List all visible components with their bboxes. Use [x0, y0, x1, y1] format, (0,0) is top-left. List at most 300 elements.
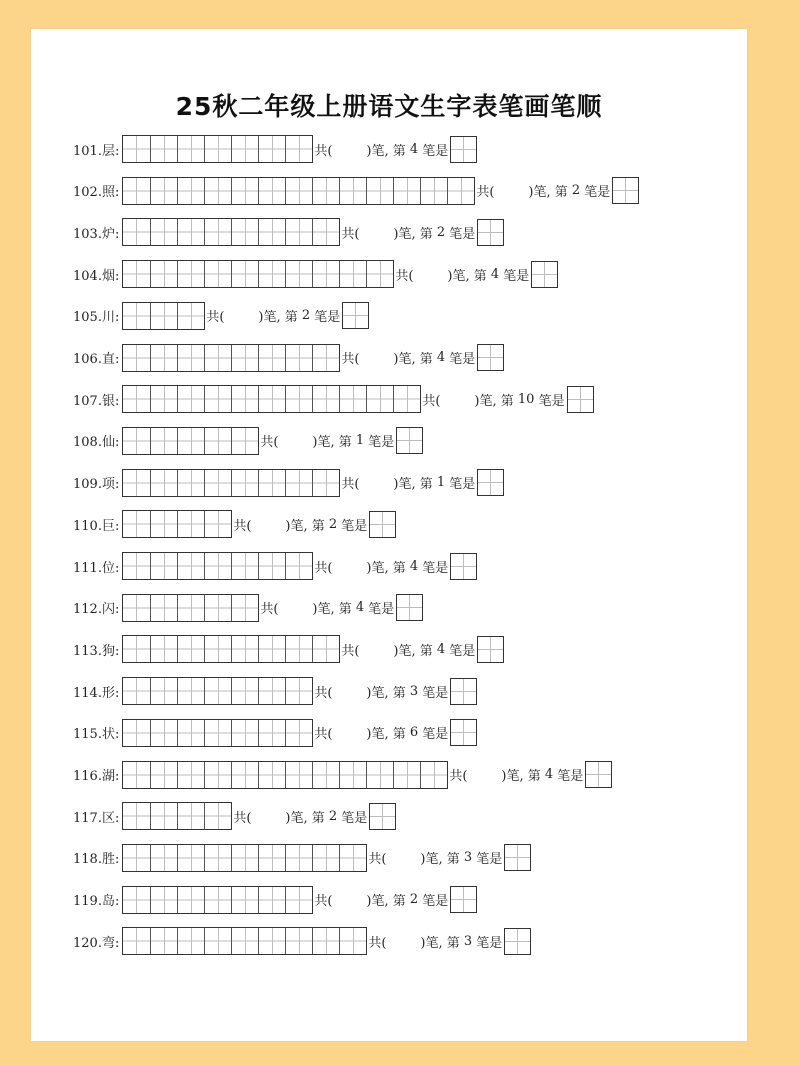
writing-cell[interactable] [285, 720, 312, 746]
nth-prefix: 第 [442, 852, 464, 868]
writing-cell[interactable] [177, 678, 204, 704]
writing-cell[interactable] [204, 803, 231, 829]
writing-cell[interactable] [177, 511, 204, 537]
total-label-open: 共( [233, 810, 252, 826]
nth-number: 3 [463, 850, 473, 866]
stroke-order-grid [122, 177, 475, 205]
writing-cell[interactable] [285, 345, 312, 371]
nth-number: 4 [490, 266, 500, 282]
stroke-order-grid [122, 635, 340, 663]
total-label-close: )笔, [312, 435, 335, 451]
stroke-order-grid [122, 719, 313, 747]
writing-cell[interactable] [150, 219, 177, 245]
writing-cell[interactable] [393, 386, 420, 412]
total-label-open: 共( [341, 477, 360, 493]
writing-cell[interactable] [177, 928, 204, 954]
writing-cell[interactable] [231, 678, 258, 704]
writing-cell[interactable] [285, 261, 312, 287]
writing-cell[interactable] [150, 386, 177, 412]
question-text [341, 219, 504, 246]
question-text [341, 636, 504, 663]
character-label: 106.直: [73, 352, 120, 367]
writing-cell[interactable] [177, 386, 204, 412]
answer-box[interactable] [585, 761, 612, 788]
total-label-open: 共( [368, 852, 387, 868]
writing-cell[interactable] [150, 845, 177, 871]
writing-cell[interactable] [123, 595, 150, 621]
writing-cell[interactable] [177, 136, 204, 162]
writing-cell[interactable] [285, 219, 312, 245]
total-label-open: 共( [314, 894, 333, 910]
writing-cell[interactable] [312, 762, 339, 788]
writing-cell[interactable] [366, 178, 393, 204]
writing-cell[interactable] [177, 178, 204, 204]
stroke-order-grid [122, 344, 340, 372]
writing-cell[interactable] [150, 136, 177, 162]
writing-cell[interactable] [150, 678, 177, 704]
question-text [314, 553, 477, 580]
writing-cell[interactable] [258, 386, 285, 412]
writing-cell[interactable] [285, 136, 312, 162]
writing-cell[interactable] [204, 636, 231, 662]
writing-cell[interactable] [339, 845, 366, 871]
nth-number: 4 [409, 558, 419, 574]
answer-box[interactable] [369, 511, 396, 538]
character-label: 101.层: [73, 143, 120, 159]
writing-cell[interactable] [204, 845, 231, 871]
writing-cell[interactable] [285, 553, 312, 579]
writing-cell[interactable] [123, 553, 150, 579]
writing-cell[interactable] [123, 720, 150, 746]
nth-prefix: 第 [523, 769, 545, 784]
writing-cell[interactable] [204, 595, 231, 621]
answer-box[interactable] [504, 844, 531, 871]
nth-prefix: 第 [388, 685, 410, 701]
question-text [260, 427, 423, 454]
stroke-order-grid [122, 510, 232, 538]
writing-cell[interactable] [285, 678, 312, 704]
total-label-open: 共( [422, 393, 441, 409]
total-label-close: )笔, [366, 727, 389, 743]
question-text [341, 344, 504, 371]
worksheet-page [31, 29, 747, 1041]
stroke-row [73, 301, 369, 331]
answer-box[interactable] [450, 719, 477, 746]
nth-number: 2 [409, 892, 419, 908]
nth-prefix: 第 [388, 143, 410, 159]
writing-cell[interactable] [177, 720, 204, 746]
answer-box[interactable] [396, 594, 423, 621]
writing-cell[interactable] [204, 928, 231, 954]
writing-cell[interactable] [285, 845, 312, 871]
nth-suffix: 笔是 [445, 226, 476, 242]
writing-cell[interactable] [150, 303, 177, 329]
total-label-open: 共( [368, 935, 387, 951]
stroke-row [73, 384, 594, 414]
writing-cell[interactable] [150, 470, 177, 496]
character-label: 108.仙: [73, 435, 120, 451]
total-label-open: 共( [341, 643, 360, 659]
answer-box[interactable] [450, 553, 477, 580]
writing-cell[interactable] [204, 678, 231, 704]
writing-cell[interactable] [339, 261, 366, 287]
stroke-order-grid [122, 594, 259, 622]
writing-cell[interactable] [312, 845, 339, 871]
nth-suffix: 笔是 [445, 643, 476, 659]
character-label: 103.炉: [73, 226, 120, 242]
writing-cell[interactable] [231, 178, 258, 204]
writing-cell[interactable] [312, 470, 339, 496]
writing-cell[interactable] [204, 511, 231, 537]
character-label: 109.项: [73, 477, 120, 493]
writing-cell[interactable] [258, 136, 285, 162]
question-text [314, 136, 477, 163]
total-label-close: )笔, [501, 769, 524, 784]
total-label-open: 共( [233, 518, 252, 534]
nth-number: 1 [355, 433, 365, 449]
writing-cell[interactable] [231, 595, 258, 621]
writing-cell[interactable] [258, 720, 285, 746]
writing-cell[interactable] [204, 762, 231, 788]
writing-cell[interactable] [204, 386, 231, 412]
writing-cell[interactable] [366, 762, 393, 788]
writing-cell[interactable] [204, 428, 231, 454]
nth-suffix: 笔是 [445, 477, 476, 493]
writing-cell[interactable] [177, 887, 204, 913]
writing-cell[interactable] [123, 928, 150, 954]
answer-box[interactable] [477, 469, 504, 496]
total-label-open: 共( [341, 352, 360, 367]
writing-cell[interactable] [177, 762, 204, 788]
writing-cell[interactable] [231, 470, 258, 496]
writing-cell[interactable] [177, 636, 204, 662]
writing-cell[interactable] [150, 636, 177, 662]
nth-suffix: 笔是 [580, 185, 611, 201]
writing-cell[interactable] [123, 803, 150, 829]
character-label: 114.形: [73, 685, 120, 701]
question-text [233, 803, 396, 830]
nth-number: 2 [571, 183, 581, 199]
writing-cell[interactable] [123, 470, 150, 496]
character-label: 115.状: [73, 727, 120, 743]
writing-cell[interactable] [447, 178, 474, 204]
writing-cell[interactable] [150, 762, 177, 788]
stroke-order-grid [122, 844, 367, 872]
writing-cell[interactable] [285, 636, 312, 662]
question-text [341, 469, 504, 496]
question-text [368, 844, 531, 871]
writing-cell[interactable] [177, 345, 204, 371]
total-label-open: 共( [260, 435, 279, 451]
writing-cell[interactable] [204, 887, 231, 913]
writing-cell[interactable] [258, 928, 285, 954]
writing-cell[interactable] [150, 928, 177, 954]
character-label: 111.位: [73, 560, 120, 576]
total-label-open: 共( [314, 685, 333, 701]
writing-cell[interactable] [231, 219, 258, 245]
page-title: 25秋二年级上册语文生字表笔画笔顺 [175, 92, 603, 121]
writing-cell[interactable] [285, 470, 312, 496]
total-label-close: )笔, [528, 185, 551, 201]
writing-cell[interactable] [123, 136, 150, 162]
stroke-order-grid [122, 469, 340, 497]
writing-cell[interactable] [204, 720, 231, 746]
writing-cell[interactable] [150, 595, 177, 621]
total-label-open: 共( [314, 143, 333, 159]
nth-suffix: 笔是 [534, 393, 565, 409]
character-label: 118.胜: [73, 852, 120, 868]
writing-cell[interactable] [123, 178, 150, 204]
writing-cell[interactable] [258, 887, 285, 913]
writing-cell[interactable] [204, 261, 231, 287]
answer-box[interactable] [531, 261, 558, 288]
stroke-row [73, 885, 477, 915]
writing-cell[interactable] [258, 636, 285, 662]
nth-prefix: 第 [388, 894, 410, 910]
nth-suffix: 笔是 [310, 310, 341, 326]
answer-box[interactable] [504, 928, 531, 955]
answer-box[interactable] [477, 344, 504, 371]
writing-cell[interactable] [123, 511, 150, 537]
writing-cell[interactable] [231, 720, 258, 746]
writing-cell[interactable] [177, 595, 204, 621]
writing-cell[interactable] [258, 678, 285, 704]
nth-number: 2 [436, 224, 446, 240]
writing-cell[interactable] [204, 178, 231, 204]
stroke-order-grid [122, 761, 448, 789]
stroke-row [73, 634, 504, 664]
question-text [476, 177, 639, 204]
writing-cell[interactable] [177, 553, 204, 579]
nth-number: 2 [328, 808, 338, 824]
writing-cell[interactable] [150, 261, 177, 287]
writing-cell[interactable] [204, 136, 231, 162]
writing-cell[interactable] [393, 178, 420, 204]
answer-box[interactable] [612, 177, 639, 204]
nth-prefix: 第 [334, 602, 356, 618]
writing-cell[interactable] [231, 345, 258, 371]
writing-cell[interactable] [339, 928, 366, 954]
writing-cell[interactable] [150, 720, 177, 746]
stroke-row [73, 593, 423, 623]
writing-cell[interactable] [393, 762, 420, 788]
writing-cell[interactable] [204, 553, 231, 579]
character-label: 113.狗: [73, 643, 120, 659]
writing-cell[interactable] [231, 553, 258, 579]
writing-cell[interactable] [258, 345, 285, 371]
nth-number: 3 [409, 683, 419, 699]
writing-cell[interactable] [231, 845, 258, 871]
writing-cell[interactable] [123, 762, 150, 788]
nth-prefix: 第 [280, 310, 302, 326]
writing-cell[interactable] [123, 345, 150, 371]
total-label-open: 共( [395, 268, 414, 284]
character-label: 107.银: [73, 393, 120, 409]
nth-prefix: 第 [415, 226, 437, 242]
writing-cell[interactable] [258, 845, 285, 871]
writing-cell[interactable] [204, 219, 231, 245]
writing-cell[interactable] [123, 636, 150, 662]
writing-cell[interactable] [123, 887, 150, 913]
question-text [233, 511, 396, 538]
nth-suffix: 笔是 [337, 810, 368, 826]
question-text [206, 302, 369, 329]
answer-box[interactable] [342, 302, 369, 329]
writing-cell[interactable] [150, 428, 177, 454]
writing-cell[interactable] [123, 428, 150, 454]
total-label-close: )笔, [366, 894, 389, 910]
total-label-close: )笔, [312, 602, 335, 618]
stroke-order-grid [122, 886, 313, 914]
nth-number: 4 [544, 767, 554, 782]
nth-suffix: 笔是 [445, 352, 476, 367]
nth-prefix: 第 [442, 935, 464, 951]
writing-cell[interactable] [285, 178, 312, 204]
writing-cell[interactable] [312, 636, 339, 662]
total-label-close: )笔, [366, 685, 389, 701]
writing-cell[interactable] [285, 386, 312, 412]
stroke-row [73, 343, 504, 373]
writing-cell[interactable] [177, 428, 204, 454]
stroke-row [73, 176, 639, 206]
writing-cell[interactable] [150, 553, 177, 579]
writing-cell[interactable] [258, 178, 285, 204]
total-label-close: )笔, [366, 560, 389, 576]
writing-cell[interactable] [177, 845, 204, 871]
stroke-row [73, 843, 531, 873]
question-text [368, 928, 531, 955]
writing-cell[interactable] [366, 261, 393, 287]
nth-number: 6 [409, 725, 419, 741]
stroke-row [73, 259, 558, 289]
nth-prefix: 第 [550, 185, 572, 201]
character-label: 112.闪: [73, 602, 120, 618]
stroke-row [73, 509, 396, 539]
writing-cell[interactable] [339, 178, 366, 204]
nth-prefix: 第 [496, 393, 518, 409]
nth-number: 3 [463, 933, 473, 949]
stroke-order-grid [122, 218, 340, 246]
writing-cell[interactable] [231, 386, 258, 412]
nth-suffix: 笔是 [418, 143, 449, 159]
writing-cell[interactable] [231, 428, 258, 454]
writing-cell[interactable] [231, 762, 258, 788]
writing-cell[interactable] [123, 386, 150, 412]
writing-cell[interactable] [420, 762, 447, 788]
stroke-row [73, 217, 504, 247]
writing-cell[interactable] [339, 386, 366, 412]
nth-suffix: 笔是 [472, 852, 503, 868]
writing-cell[interactable] [123, 303, 150, 329]
nth-number: 4 [436, 350, 446, 365]
writing-cell[interactable] [231, 887, 258, 913]
writing-cell[interactable] [258, 553, 285, 579]
writing-cell[interactable] [312, 928, 339, 954]
writing-cell[interactable] [150, 178, 177, 204]
writing-cell[interactable] [150, 511, 177, 537]
nth-number: 10 [517, 391, 535, 407]
nth-suffix: 笔是 [418, 560, 449, 576]
writing-cell[interactable] [312, 345, 339, 371]
writing-cell[interactable] [285, 928, 312, 954]
writing-cell[interactable] [177, 470, 204, 496]
answer-box[interactable] [450, 886, 477, 913]
writing-cell[interactable] [123, 845, 150, 871]
writing-cell[interactable] [123, 261, 150, 287]
question-text [314, 719, 477, 746]
writing-cell[interactable] [339, 762, 366, 788]
total-label-close: )笔, [393, 352, 416, 367]
writing-cell[interactable] [312, 219, 339, 245]
character-label: 117.区: [73, 810, 120, 826]
nth-suffix: 笔是 [472, 935, 503, 951]
writing-cell[interactable] [258, 261, 285, 287]
answer-box[interactable] [450, 136, 477, 163]
writing-cell[interactable] [258, 219, 285, 245]
answer-box[interactable] [477, 636, 504, 663]
writing-cell[interactable] [312, 261, 339, 287]
stroke-order-grid [122, 260, 394, 288]
writing-cell[interactable] [123, 678, 150, 704]
nth-number: 2 [328, 516, 338, 532]
writing-cell[interactable] [204, 470, 231, 496]
writing-cell[interactable] [312, 178, 339, 204]
nth-suffix: 笔是 [337, 518, 368, 534]
writing-cell[interactable] [366, 386, 393, 412]
writing-cell[interactable] [231, 136, 258, 162]
nth-prefix: 第 [415, 477, 437, 493]
nth-prefix: 第 [415, 352, 437, 367]
answer-box[interactable] [567, 386, 594, 413]
writing-cell[interactable] [177, 261, 204, 287]
writing-cell[interactable] [177, 303, 204, 329]
writing-cell[interactable] [420, 178, 447, 204]
nth-prefix: 第 [415, 643, 437, 659]
stroke-row [73, 426, 423, 456]
writing-cell[interactable] [231, 928, 258, 954]
writing-cell[interactable] [312, 386, 339, 412]
total-label-open: 共( [260, 602, 279, 618]
stroke-order-grid [122, 802, 232, 830]
writing-cell[interactable] [123, 219, 150, 245]
writing-cell[interactable] [204, 345, 231, 371]
answer-box[interactable] [477, 219, 504, 246]
writing-cell[interactable] [150, 887, 177, 913]
total-label-open: 共( [314, 727, 333, 743]
nth-prefix: 第 [334, 435, 356, 451]
writing-cell[interactable] [258, 762, 285, 788]
writing-cell[interactable] [177, 219, 204, 245]
writing-cell[interactable] [150, 345, 177, 371]
writing-cell[interactable] [231, 636, 258, 662]
total-label-close: )笔, [420, 935, 443, 951]
writing-cell[interactable] [258, 470, 285, 496]
stroke-row [73, 134, 477, 164]
writing-cell[interactable] [231, 261, 258, 287]
answer-box[interactable] [396, 427, 423, 454]
writing-cell[interactable] [177, 803, 204, 829]
writing-cell[interactable] [150, 803, 177, 829]
total-label-open: 共( [449, 769, 468, 784]
writing-cell[interactable] [285, 887, 312, 913]
answer-box[interactable] [369, 803, 396, 830]
character-label: 102.照: [73, 185, 120, 201]
stroke-row [73, 801, 396, 831]
answer-box[interactable] [450, 678, 477, 705]
character-label: 119.岛: [73, 894, 120, 910]
character-label: 105.川: [73, 310, 120, 326]
writing-cell[interactable] [285, 762, 312, 788]
